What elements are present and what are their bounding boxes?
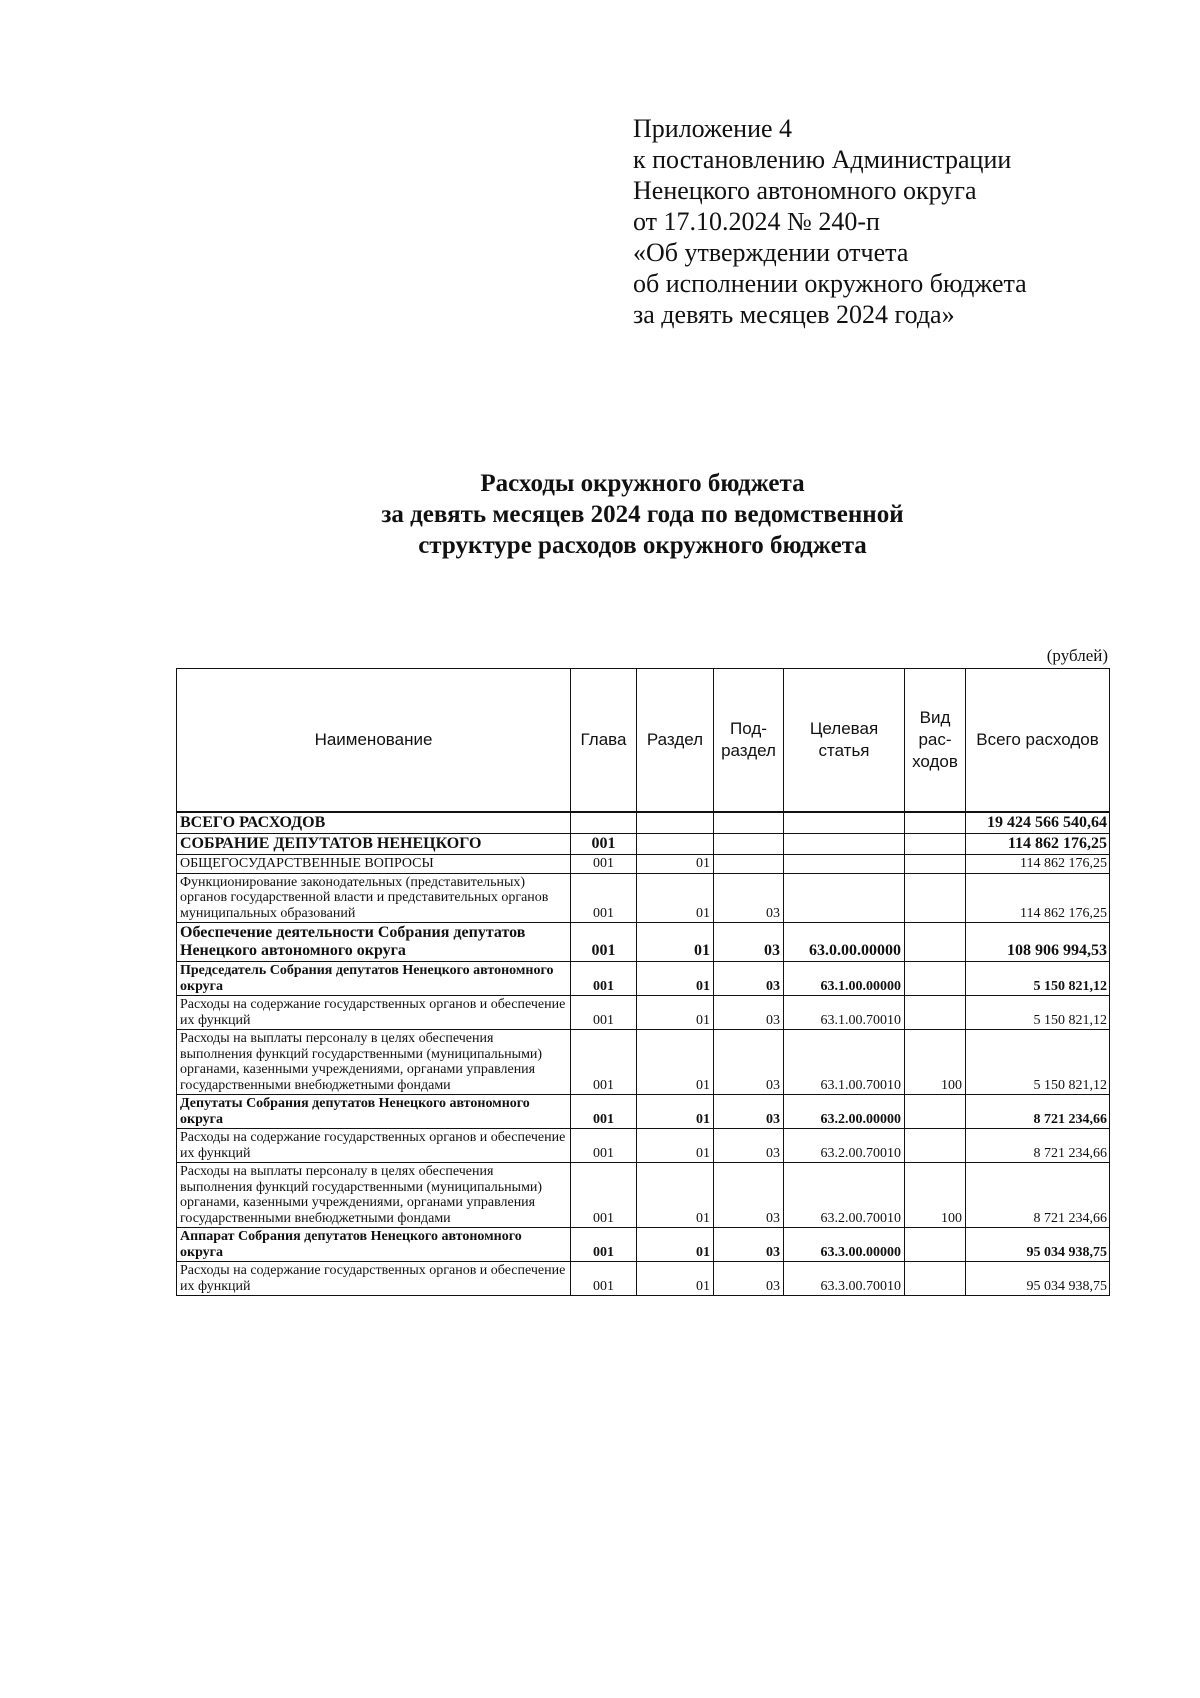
cell-subsection: 03 [714,1262,784,1296]
table-row [177,1228,1110,1262]
table-row [177,996,1110,1030]
cell-chapter: 001 [571,1262,637,1296]
cell-total: 114 862 176,25 [966,873,1110,923]
cell-name: Расходы на выплаты персоналу в целях обеспечения выполнения функций государственными (муниципальными) органами, казенными учреждениями, органами управления государственными внебюджетными фондами [177,1030,571,1095]
cell-subsection: 03 [714,923,784,962]
title-line: Расходы окружного бюджета [480,470,805,497]
cell-chapter: 001 [571,996,637,1030]
table-row [177,962,1110,996]
cell-section: 01 [637,923,714,962]
table-row [177,873,1110,923]
cell-total: 5 150 821,12 [966,1030,1110,1095]
cell-kind: 100 [905,1163,966,1228]
cell-total: 95 034 938,75 [966,1262,1110,1296]
appendix-line: «Об утверждении отчета [633,238,909,267]
cell-target [784,834,905,855]
cell-name: Расходы на содержание государственных органов и обеспечение их функций [177,1129,571,1163]
cell-name: СОБРАНИЕ ДЕПУТАТОВ НЕНЕЦКОГО [177,834,571,855]
table-row [177,1262,1110,1296]
cell-subsection: 03 [714,1228,784,1262]
cell-kind: 100 [905,1030,966,1095]
appendix-line: от 17.10.2024 № 240-п [633,207,880,236]
cell-total: 5 150 821,12 [966,996,1110,1030]
table-row [177,1129,1110,1163]
cell-section: 01 [637,1030,714,1095]
cell-chapter: 001 [571,923,637,962]
cell-target [784,873,905,923]
cell-section [637,834,714,855]
cell-subsection: 03 [714,1095,784,1129]
cell-name: ВСЕГО РАСХОДОВ [177,812,571,834]
cell-name: Обеспечение деятельности Собрания депутатов Ненецкого автономного округа [177,923,571,962]
table-row [177,855,1110,874]
units-label: (рублей) [1046,646,1108,665]
header-name: Наименование [177,669,571,813]
cell-section: 01 [637,1228,714,1262]
cell-kind [905,962,966,996]
table-row [177,923,1110,962]
cell-total: 5 150 821,12 [966,962,1110,996]
cell-total: 8 721 234,66 [966,1163,1110,1228]
appendix-line: за девять месяцев 2024 года» [633,300,955,329]
cell-target: 63.0.00.00000 [784,923,905,962]
cell-target: 63.3.00.00000 [784,1228,905,1262]
table-row [177,834,1110,855]
cell-chapter: 001 [571,855,637,874]
header-subsection: Под- раздел [714,669,784,813]
table-header-row [177,669,1110,813]
cell-subsection [714,812,784,834]
cell-total: 95 034 938,75 [966,1228,1110,1262]
cell-name: Расходы на содержание государственных органов и обеспечение их функций [177,996,571,1030]
appendix-line: Приложение 4 [633,114,793,143]
cell-kind [905,812,966,834]
cell-total: 8 721 234,66 [966,1095,1110,1129]
cell-kind [905,855,966,874]
appendix-line: об исполнении окружного бюджета [633,269,1027,298]
table-row [177,1163,1110,1228]
cell-kind [905,1095,966,1129]
cell-name: Председатель Собрания депутатов Ненецкого автономного округа [177,962,571,996]
cell-target: 63.2.00.70010 [784,1163,905,1228]
cell-section: 01 [637,1129,714,1163]
header-total: Всего расходов [966,669,1110,813]
cell-name: Функционирование законодательных (представительных) органов государственной власти и представительных органов муниципальных образований [177,873,571,923]
title-line: за девять месяцев 2024 года по ведомственной [381,501,904,528]
header-section: Раздел [637,669,714,813]
budget-table [176,668,1110,1296]
cell-subsection: 03 [714,1129,784,1163]
appendix-line: Ненецкого автономного округа [633,176,977,205]
cell-subsection: 03 [714,962,784,996]
cell-target: 63.1.00.70010 [784,1030,905,1095]
cell-subsection: 03 [714,1163,784,1228]
cell-kind [905,996,966,1030]
cell-chapter: 001 [571,1095,637,1129]
cell-total: 114 862 176,25 [966,834,1110,855]
cell-target: 63.2.00.70010 [784,1129,905,1163]
header-chapter: Глава [571,669,637,813]
header-target: Целевая статья [784,669,905,813]
table-row [177,812,1110,834]
title-line: структуре расходов окружного бюджета [418,532,867,559]
cell-subsection [714,834,784,855]
table-row [177,1030,1110,1095]
table-body [177,812,1110,1296]
cell-total: 8 721 234,66 [966,1129,1110,1163]
cell-subsection: 03 [714,873,784,923]
header-kind: Вид рас- ходов [905,669,966,813]
cell-chapter: 001 [571,1129,637,1163]
cell-chapter: 001 [571,1030,637,1095]
document-title [0,468,1200,561]
cell-chapter: 001 [571,1163,637,1228]
cell-name: Депутаты Собрания депутатов Ненецкого автономного округа [177,1095,571,1129]
appendix-line: к постановлению Администрации [633,145,1012,174]
appendix-block [633,113,1027,330]
cell-kind [905,923,966,962]
cell-name: Аппарат Собрания депутатов Ненецкого автономного округа [177,1228,571,1262]
cell-total: 108 906 994,53 [966,923,1110,962]
cell-section: 01 [637,1163,714,1228]
cell-chapter [571,812,637,834]
cell-target [784,812,905,834]
cell-target: 63.2.00.00000 [784,1095,905,1129]
cell-section: 01 [637,962,714,996]
cell-total: 19 424 566 540,64 [966,812,1110,834]
cell-section: 01 [637,855,714,874]
cell-target [784,855,905,874]
cell-subsection: 03 [714,996,784,1030]
cell-chapter: 001 [571,834,637,855]
cell-target: 63.3.00.70010 [784,1262,905,1296]
cell-section: 01 [637,996,714,1030]
cell-subsection: 03 [714,1030,784,1095]
cell-section: 01 [637,873,714,923]
cell-kind [905,1129,966,1163]
cell-kind [905,1228,966,1262]
cell-section: 01 [637,1262,714,1296]
cell-chapter: 001 [571,1228,637,1262]
cell-target: 63.1.00.00000 [784,962,905,996]
cell-total: 114 862 176,25 [966,855,1110,874]
cell-section [637,812,714,834]
cell-name: ОБЩЕГОСУДАРСТВЕННЫЕ ВОПРОСЫ [177,855,571,874]
cell-kind [905,873,966,923]
cell-target: 63.1.00.70010 [784,996,905,1030]
cell-kind [905,834,966,855]
cell-chapter: 001 [571,873,637,923]
cell-section: 01 [637,1095,714,1129]
cell-name: Расходы на выплаты персоналу в целях обеспечения выполнения функций государственными (муниципальными) органами, казенными учреждениями, органами управления государственными внебюджетными фондами [177,1163,571,1228]
table-row [177,1095,1110,1129]
cell-name: Расходы на содержание государственных органов и обеспечение их функций [177,1262,571,1296]
cell-chapter: 001 [571,962,637,996]
cell-subsection [714,855,784,874]
cell-kind [905,1262,966,1296]
